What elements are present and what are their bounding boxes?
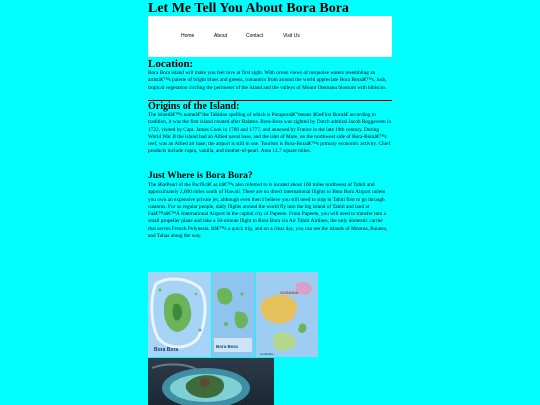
where-heading: Just Where is Bora Bora?: [148, 171, 253, 181]
where-text: The â€œPearl of the Pacificâ€ as itâ€™s also referred to is located about 160 miles northwest of Tahiti and approximately 2,600 miles south of Hawaii. There are no direct international flights to Bora Bora Airport unless you own an expensive private jet, although even then I believe you still need to stop in Tahiti first to go through customs. For us regular people, daily flights around the world fly into the big island of Tahiti and land at Faâ€™aâ€™Ä International Airport in the capital city of Papeete. From Papeete, you will need to transfer into a small propeller plane and take a 50-minute flight to Bora Bora via Air Tahiti Airlines, the only domestic carrier that serves French Polynesia. Itâ€™s a quick trip, and on a clear day, you can see the islands of Moorea, Raiatea, and Tahaa along the way.: [148, 182, 388, 240]
oceania-map-image: [256, 272, 318, 357]
origins-text: The islandâ€™s nameâ€"the Tahitian spelling of which is Poraporaâ€"means â€œFirst Bornâ€ according to tradition, it was the first island created after Raiatea. Bora-Bora was sighted by Dutch admiral Jacob Roggeveen in 1722, visited by Capt. James Cook in 1769 and 1777, and annexed by France in the late 19th century. During World War II the island had an Allied naval base, and the islet of Mute, on the northwest side of Bora-Boraâ€™s reef, was an Allied air base; the airport is still in use. Tourism is Bora-Boraâ€™s primary economic activity. Chief products include copra, vanilla, and mother-of-pearl. Area 14.7 square miles.: [148, 112, 392, 155]
page-title: Let Me Tell You About Bora Bora: [148, 1, 349, 16]
island-map-image: [148, 272, 211, 357]
origins-heading: Origins of the Island:: [148, 101, 240, 112]
nav-about-link[interactable]: About: [214, 33, 228, 39]
nav-bar: [148, 16, 392, 57]
page-wrapper: [148, 0, 392, 356]
location-heading: Location:: [148, 58, 194, 70]
worldatlas-brand: worldatlas: [260, 352, 274, 356]
island-map-label: Bora Bora: [154, 347, 179, 353]
regional-map-label: Bora Bora: [216, 344, 238, 349]
regional-map-image: [212, 272, 255, 357]
location-text: Bora Bora island will make you feel love at first sight. With ocean views of turquoise waters resembling an artistâ€™s palette of bright blues and greens, romantics from around the world appreciate Bora Boraâ€™s, lush, tropical vegetation circling the perimeter of the island and the valleys of Mount Otemanu blossom with hibiscus.: [148, 70, 387, 91]
nav-home-link[interactable]: Home: [181, 33, 195, 39]
nav-visit-us-link[interactable]: Visit Us: [283, 33, 300, 39]
nav-contact-link[interactable]: Contact: [246, 33, 264, 39]
map-images-row: [148, 272, 318, 357]
oceania-map-label: OCEANIA: [280, 290, 299, 295]
main-content: [148, 58, 392, 263]
aerial-photo-image: [148, 358, 274, 405]
